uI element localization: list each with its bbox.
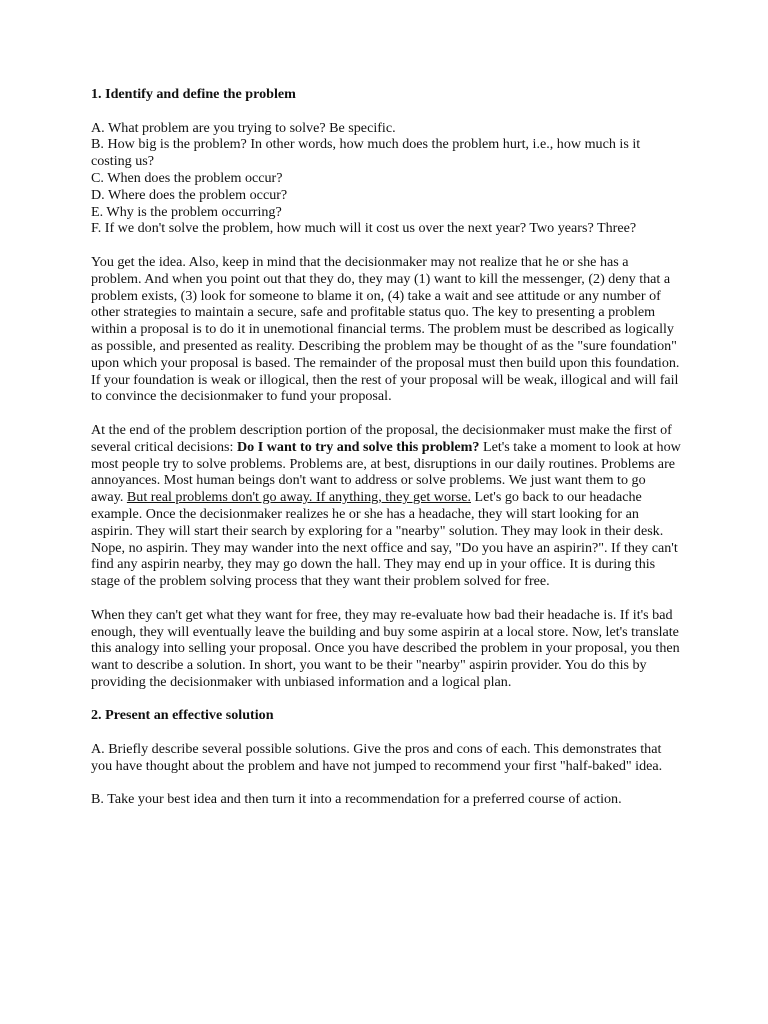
solution-item-b: B. Take your best idea and then turn it into a recommendation for a preferred course of action. xyxy=(91,791,622,808)
paragraph-decision-text-2: Let's take a moment to look at how most people try to solve problems. Problems are, at best, disruptions in our daily routines. Problems are annoyances. Most human beings don't want to address or solve problems. We just want them to go away. xyxy=(91,438,681,506)
section-1-heading: 1. Identify and define the problem xyxy=(91,86,296,102)
paragraph-decision-text-1: At the end of the problem description portion of the proposal, the decisionmaker must make the first of several critical decisions: xyxy=(91,421,672,455)
paragraph-decision-text-3: Let's go back to our headache example. Once the decisionmaker realizes he or she has a headache, they will start looking for an aspirin. They will start their search by exploring for a "nearby" solution. They may look in their desk. Nope, no aspirin. They may wander into the next office and say, "Do you have an aspirin?". If they can't find any aspirin nearby, they may go down the hall. They may end up in your office. It is during this stage of the problem solving process that they want their problem solved for free. xyxy=(91,489,678,590)
paragraph-free: When they can't get what they want for free, they may re-evaluate how bad their headache is. If it's bad enough, they will eventually leave the building and buy some aspirin at a local store. Now, let's translate this analogy into selling your proposal. Once you have described the problem in your proposal, you then want to describe a solution. In short, you want to be their "nearby" aspirin provider. You do this by providing the decisionmaker with unbiased information and a logical plan. xyxy=(91,606,680,690)
section-2-heading: 2. Present an effective solution xyxy=(91,707,274,724)
document-page xyxy=(91,86,681,808)
spacer xyxy=(91,775,681,792)
question-list xyxy=(91,120,681,238)
spacer xyxy=(91,103,681,120)
paragraph-decision-bold: Do I want to try and solve this problem? xyxy=(236,438,480,455)
spacer xyxy=(91,691,681,708)
question-item-e: E. Why is the problem occurring? xyxy=(91,203,282,220)
paragraph-decision-underline: But real problems don't go away. If anything, they get worse. xyxy=(126,489,471,506)
question-item-d: D. Where does the problem occur? xyxy=(91,186,288,203)
question-item-c: C. When does the problem occur? xyxy=(91,169,283,186)
spacer xyxy=(91,237,681,254)
paragraph-decision xyxy=(91,422,681,590)
question-item-b: B. How big is the problem? In other words, how much does the problem hurt, i.e., how much is it costing us? xyxy=(91,136,641,170)
paragraph-idea: You get the idea. Also, keep in mind that the decisionmaker may not realize that he or she has a problem. And when you point out that they do, they may (1) want to kill the messenger, (2) deny that a problem exists, (3) look for someone to blame it on, (4) take a wait and see attitude or any number of other strategies to maintain a secure, safe and profitable status quo. The key to presenting a problem within a proposal is to do it in unemotional financial terms. The problem must be described as logically as possible, and presented as reality. Describing the problem may be thought of as the "sure foundation" upon which your proposal is based. The remainder of the proposal must then build upon this foundation. If your foundation is weak or illogical, then the rest of your proposal will be weak, illogical and will fail to convince the decisionmaker to fund your proposal. xyxy=(91,253,680,405)
question-item-a: A. What problem are you trying to solve? Be specific. xyxy=(91,119,396,136)
spacer xyxy=(91,405,681,422)
question-item-f: F. If we don't solve the problem, how much will it cost us over the next year? Two years? Three? xyxy=(91,220,637,237)
spacer xyxy=(91,724,681,741)
solution-item-a: A. Briefly describe several possible solutions. Give the pros and cons of each. This demonstrates that you have thought about the problem and have not jumped to recommend your first "half-baked" idea. xyxy=(91,741,663,774)
spacer xyxy=(91,590,681,607)
